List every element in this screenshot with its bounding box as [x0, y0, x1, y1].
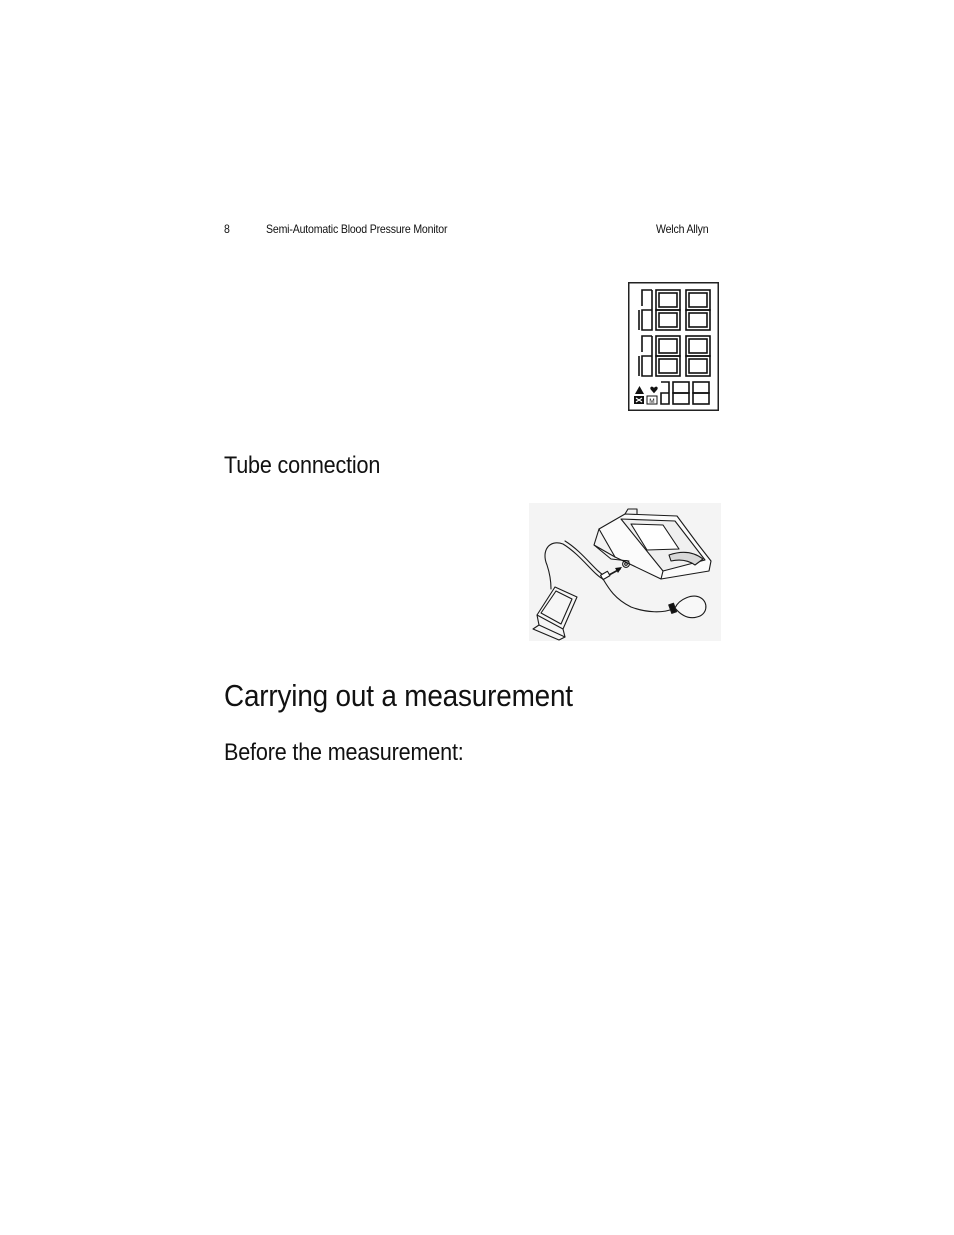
document-title: Semi-Automatic Blood Pressure Monitor — [266, 222, 448, 236]
before-measurement-heading: Before the measurement: — [224, 739, 464, 766]
tube-connection-heading: Tube connection — [224, 452, 381, 479]
lcd-display-figure — [628, 282, 719, 411]
brand-name: Welch Allyn — [656, 222, 709, 236]
memory-label: M — [649, 398, 655, 405]
carrying-out-heading: Carrying out a measurement — [224, 678, 573, 713]
page-number: 8 — [224, 222, 230, 236]
tube-connection-figure — [529, 503, 721, 641]
